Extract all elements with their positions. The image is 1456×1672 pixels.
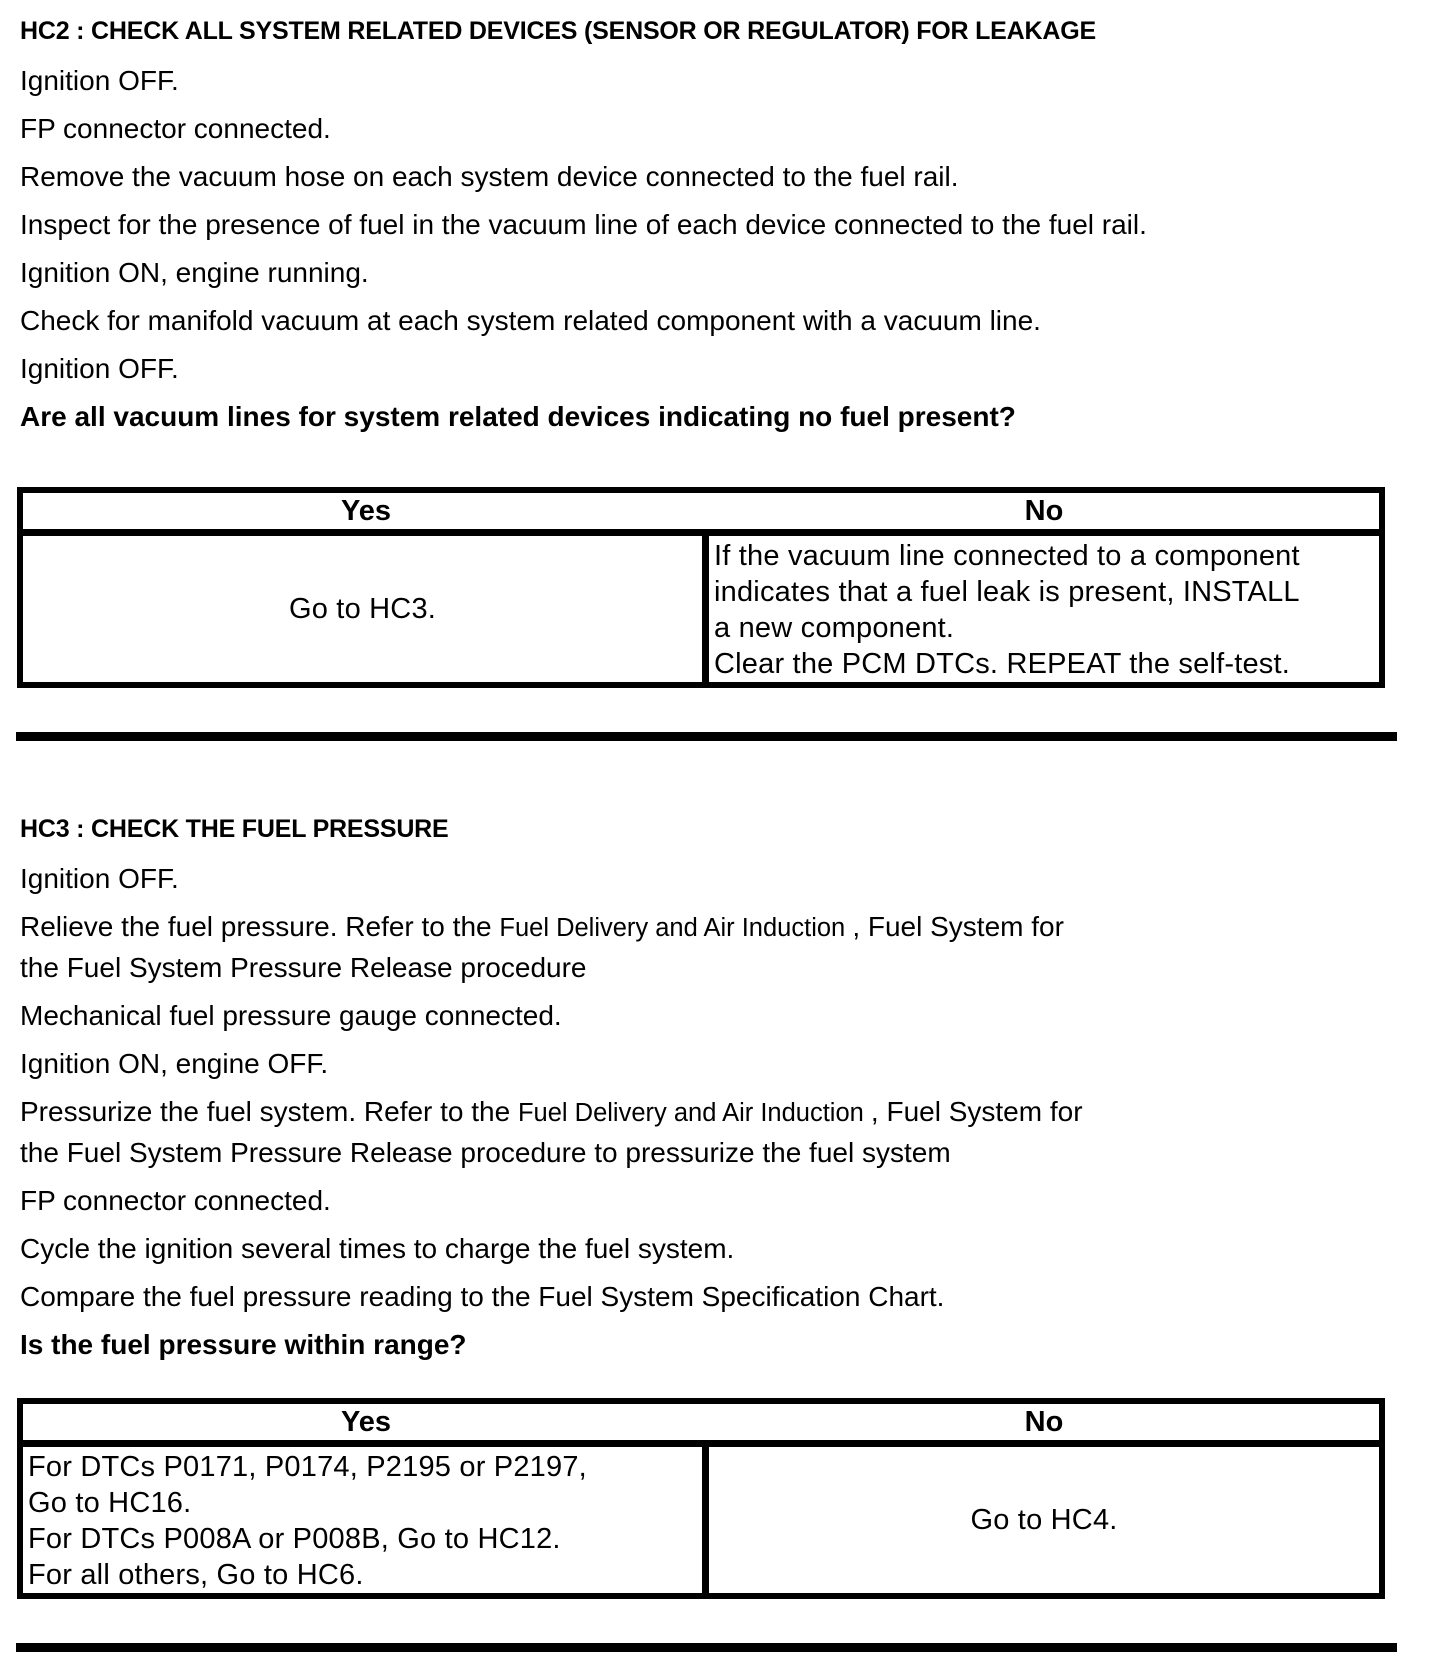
table-cell-no	[709, 536, 1379, 682]
table-cell-yes	[23, 1447, 709, 1593]
decision-table-hc3	[17, 1398, 1385, 1599]
decision-table-hc2	[17, 487, 1385, 688]
table-body-row	[23, 1447, 1379, 1593]
cell-line: If the vacuum line connected to a component	[714, 540, 1300, 572]
cell-line: For DTCs P0171, P0174, P2195 or P2197,	[28, 1451, 587, 1483]
procedure-step: FP connector connected.	[20, 1185, 331, 1216]
decision-question: Are all vacuum lines for system related devices indicating no fuel present?	[20, 401, 1016, 432]
step-text: Relieve the fuel pressure. Refer to the	[20, 911, 500, 942]
procedure-step: Ignition OFF.	[20, 353, 179, 384]
procedure-step: Compare the fuel pressure reading to the Fuel System Specification Chart.	[20, 1281, 945, 1312]
cell-line: a new component.	[714, 612, 955, 644]
cell-line: indicates that a fuel leak is present, INSTALL	[714, 576, 1300, 608]
procedure-step: Ignition OFF.	[20, 65, 179, 96]
table-body-row	[23, 536, 1379, 682]
table-cell-yes: Go to HC3.	[23, 536, 709, 682]
table-header-yes: Yes	[341, 1406, 391, 1438]
table-header-no: No	[1024, 1406, 1064, 1438]
procedure-step: Remove the vacuum hose on each system device connected to the fuel rail.	[20, 161, 959, 192]
table-cell-no: Go to HC4.	[970, 1504, 1118, 1536]
section-hc2	[20, 14, 1432, 445]
procedure-step: Ignition ON, engine OFF.	[20, 1048, 329, 1079]
procedure-step: Mechanical fuel pressure gauge connected.	[20, 1000, 562, 1031]
section-divider	[16, 1643, 1397, 1652]
step-text: Pressurize the fuel system. Refer to the	[20, 1096, 518, 1127]
cell-line: Clear the PCM DTCs. REPEAT the self-test.	[714, 648, 1291, 680]
reference-phrase: Fuel Delivery and Air Induction	[499, 914, 853, 942]
section-divider	[16, 732, 1397, 741]
reference-phrase: Fuel Delivery and Air Induction	[517, 1099, 871, 1127]
procedure-step	[20, 907, 1432, 988]
procedure-step: FP connector connected.	[20, 113, 331, 144]
procedure-step	[20, 1092, 1432, 1173]
procedure-step: Ignition ON, engine running.	[20, 257, 369, 288]
procedure-step: Inspect for the presence of fuel in the vacuum line of each device connected to the fuel rail.	[20, 209, 1147, 240]
procedure-step: Check for manifold vacuum at each system related component with a vacuum line.	[20, 305, 1041, 336]
decision-question: Is the fuel pressure within range?	[20, 1329, 467, 1360]
table-header-yes: Yes	[341, 495, 391, 527]
step-text: the Fuel System Pressure Release procedure	[20, 952, 587, 983]
cell-line: Go to HC16.	[28, 1487, 192, 1519]
step-text: , Fuel System for	[852, 911, 1064, 942]
step-text: the Fuel System Pressure Release procedure to pressurize the fuel system	[20, 1137, 951, 1168]
section-hc3-heading: HC3 : CHECK THE FUEL PRESSURE	[20, 815, 449, 843]
table-header-row	[23, 1404, 1379, 1447]
procedure-step: Cycle the ignition several times to charge the fuel system.	[20, 1233, 735, 1264]
cell-line: For DTCs P008A or P008B, Go to HC12.	[28, 1523, 561, 1555]
procedure-step: Ignition OFF.	[20, 863, 179, 894]
table-header-no: No	[1024, 495, 1064, 527]
step-text: , Fuel System for	[870, 1096, 1083, 1127]
section-hc3	[20, 812, 1432, 1373]
cell-line: For all others, Go to HC6.	[28, 1559, 364, 1591]
table-header-row	[23, 493, 1379, 536]
section-hc2-heading: HC2 : CHECK ALL SYSTEM RELATED DEVICES (SENSOR OR REGULATOR) FOR LEAKAGE	[20, 17, 1096, 45]
